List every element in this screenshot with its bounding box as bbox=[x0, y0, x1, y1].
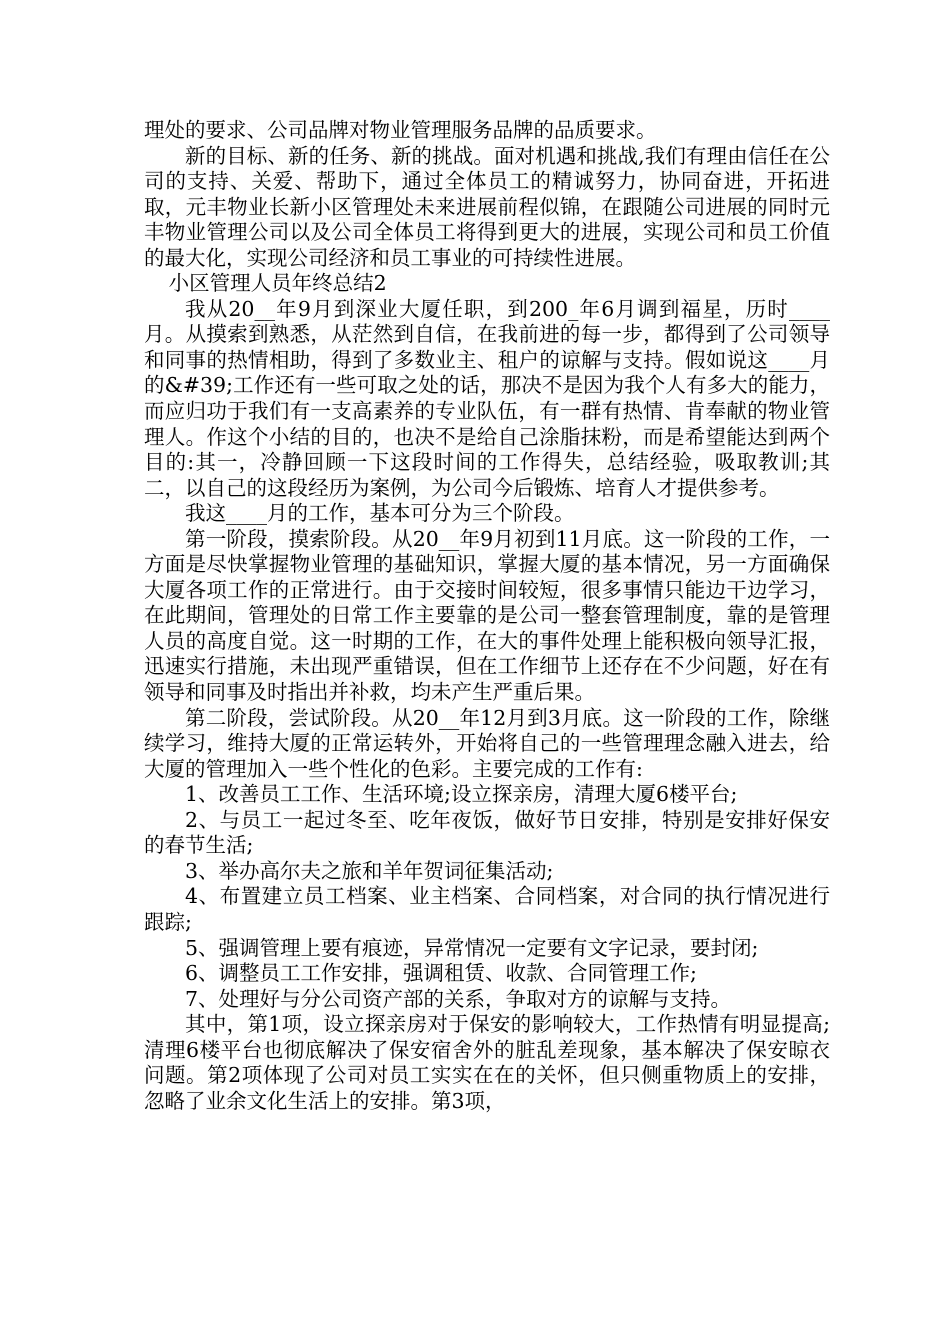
paragraph: 我这____月的工作，基本可分为三个阶段。 bbox=[185, 501, 575, 526]
list-item: 6、调整员工工作安排，强调租赁、收款、合同管理工作; bbox=[185, 961, 697, 986]
paragraph: 新的目标、新的任务、新的挑战。面对机遇和挑战,我们有理由信任在公司的支持、关爱、帮助下，通过全体员工的精诚努力，协同奋进，开拓进取，元丰物业长新小区管理处未来进展前程似锦，在跟随公司进展的同时元丰物业管理公司以及公司全体员工将得到更大的进展，实现公司和员工价值的最大化，实现公司经济和员工事业的可持续性进展。 bbox=[144, 143, 830, 270]
list-item: 7、处理好与分公司资产部的关系，争取对方的谅解与支持。 bbox=[185, 986, 732, 1011]
list-item: 4、布置建立员工档案、业主档案、合同档案，对合同的执行情况进行跟踪; bbox=[144, 884, 830, 934]
list-item: 3、举办高尔夫之旅和羊年贺词征集活动; bbox=[185, 858, 554, 883]
paragraph: 第二阶段，尝试阶段。从20__年12月到3月底。这一阶段的工作，除继续学习，维持大厦的正常运转外，开始将自己的一些管理理念融入进去，给大厦的管理加入一些个性化的色彩。主要完成的工作有: bbox=[144, 705, 830, 781]
paragraph: 第一阶段，摸索阶段。从20__年9月初到11月底。这一阶段的工作，一方面是尽快掌握物业管理的基础知识，掌握大厦的基本情况，另一方面确保大厦各项工作的正常进行。由于交接时间较短，很多事情只能边干边学习，在此期间，管理处的日常工作主要靠的是公司一整套管理制度，靠的是管理人员的高度自觉。这一时期的工作，在大的事件处理上能积极向领导汇报，迅速实行措施，未出现严重错误，但在工作细节上还存在不少问题，好在有领导和同事及时指出并补救，均未产生严重后果。 bbox=[144, 526, 830, 705]
paragraph: 我从20__年9月到深业大厦任职，到200_年6月调到福星，历时____月。从摸索到熟悉，从茫然到自信，在我前进的每一步，都得到了公司领导和同事的热情相助，得到了多数业主、租户的谅解与支持。假如说这____月的&#39;工作还有一些可取之处的话，那决不是因为我个人有多大的能力，而应归功于我们有一支高素养的专业队伍，有一群有热情、肯奉献的物业管理人。作这个小结的目的，也决不是给自己涂脂抹粉，而是希望能达到两个目的:其一，冷静回顾一下这段时间的工作得失，总结经验，吸取教训;其二，以自己的这段经历为案例，为公司今后锻炼、培育人才提供参考。 bbox=[144, 296, 830, 500]
list-item: 1、改善员工工作、生活环境;设立探亲房，清理大厦6楼平台; bbox=[185, 782, 738, 807]
list-item: 2、与员工一起过冬至、吃年夜饭，做好节日安排，特别是安排好保安的春节生活; bbox=[144, 807, 830, 858]
paragraph: 其中，第1项，设立探亲房对于保安的影响较大，工作热情有明显提高;清理6楼平台也彻底解决了保安宿舍外的脏乱差现象，基本解决了保安晾衣问题。第2项体现了公司对员工实实在在的关怀，但只侧重物质上的安排，忽略了业余文化生活上的安排。第3项， bbox=[144, 1012, 830, 1113]
paragraph: 理处的要求、公司品牌对物业管理服务品牌的品质要求。 bbox=[144, 118, 657, 142]
list-item: 5、强调管理上要有痕迹，异常情况一定要有文字记录，要封闭; bbox=[185, 935, 759, 960]
document-body bbox=[144, 118, 830, 1114]
section-heading: 小区管理人员年终总结2 bbox=[168, 271, 387, 296]
